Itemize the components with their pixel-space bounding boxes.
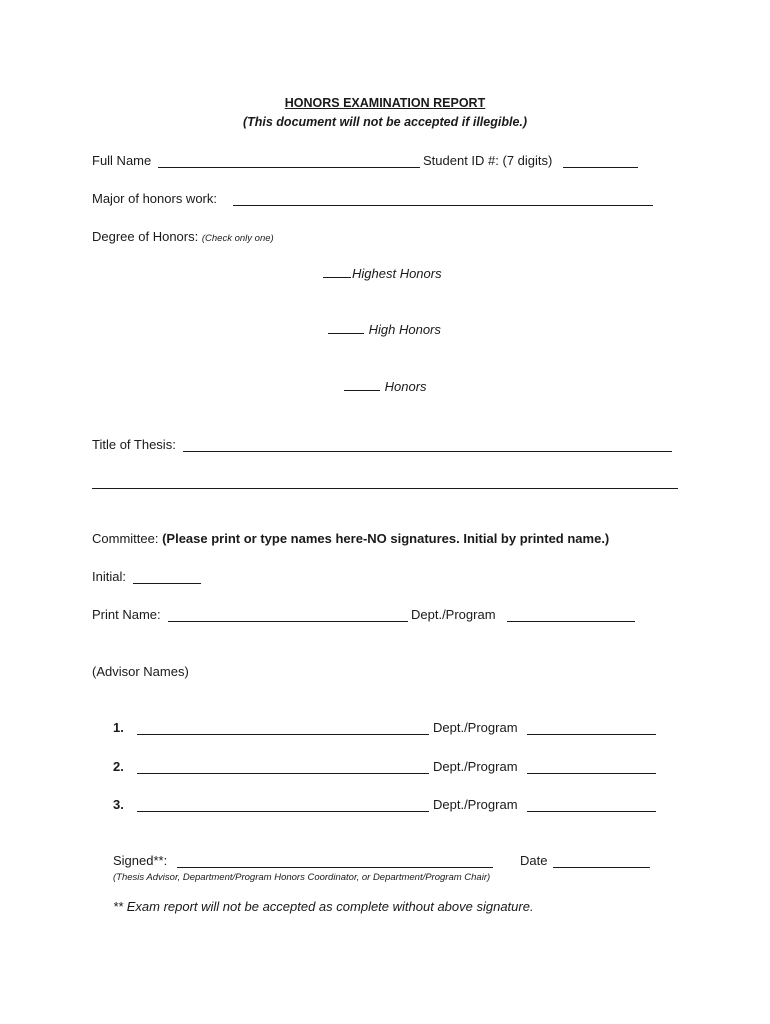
full-name-field[interactable] [158, 167, 420, 168]
committee-label: Committee: [92, 531, 159, 546]
committee-instruction: (Please print or type names here-NO signatures. Initial by printed name.) [162, 531, 610, 546]
major-label: Major of honors work: [92, 191, 217, 206]
advisor-dept-field-2[interactable] [527, 773, 656, 774]
signature-field[interactable] [177, 867, 493, 868]
honors-option-high [328, 322, 441, 337]
degree-label-text: Degree of Honors: [92, 229, 199, 244]
advisor-number-2: 2. [113, 759, 124, 774]
advisor-dept-field-3[interactable] [527, 811, 656, 812]
honors-label: Honors [384, 379, 427, 394]
advisor-name-field-3[interactable] [137, 811, 429, 812]
honors-checkbox[interactable] [344, 379, 380, 391]
signed-label: Signed**: [113, 853, 168, 868]
advisor-dept-field-1[interactable] [527, 734, 656, 735]
advisor-name-field-2[interactable] [137, 773, 429, 774]
thesis-field-line-1[interactable] [183, 451, 672, 452]
thesis-label: Title of Thesis: [92, 437, 176, 452]
advisor-names-label: (Advisor Names) [92, 664, 189, 679]
degree-note: (Check only one) [201, 233, 274, 244]
print-name-dept-field[interactable] [507, 621, 635, 622]
highest-honors-checkbox[interactable] [323, 266, 351, 278]
highest-honors-label: Highest Honors [352, 266, 442, 281]
initial-label: Initial: [92, 569, 126, 584]
advisor-name-field-1[interactable] [137, 734, 429, 735]
student-id-label: Student ID #: (7 digits) [423, 153, 553, 168]
full-name-label: Full Name [92, 153, 152, 168]
page-subtitle: (This document will not be accepted if illegible.) [242, 115, 528, 129]
date-field[interactable] [553, 867, 650, 868]
print-name-dept-label: Dept./Program [411, 607, 496, 622]
high-honors-label: High Honors [368, 322, 441, 337]
honors-option-honors [344, 379, 427, 394]
advisor-number-3: 3. [113, 797, 124, 812]
degree-label [92, 229, 274, 244]
print-name-label: Print Name: [92, 607, 161, 622]
signer-note: (Thesis Advisor, Department/Program Honors Coordinator, or Department/Program Chair) [113, 872, 491, 883]
advisor-dept-label-1: Dept./Program [433, 720, 518, 735]
page-title: HONORS EXAMINATION REPORT [284, 96, 486, 110]
major-field[interactable] [233, 205, 653, 206]
honors-option-highest [323, 266, 442, 281]
high-honors-checkbox[interactable] [328, 322, 364, 334]
advisor-number-1: 1. [113, 720, 124, 735]
advisor-dept-label-2: Dept./Program [433, 759, 518, 774]
thesis-field-line-2[interactable] [92, 488, 678, 489]
advisor-dept-label-3: Dept./Program [433, 797, 518, 812]
date-label: Date [520, 853, 548, 868]
signature-footnote: ** Exam report will not be accepted as complete without above signature. [113, 899, 534, 914]
student-id-field[interactable] [563, 167, 638, 168]
committee-heading [92, 531, 609, 546]
initial-field[interactable] [133, 583, 201, 584]
print-name-field[interactable] [168, 621, 408, 622]
